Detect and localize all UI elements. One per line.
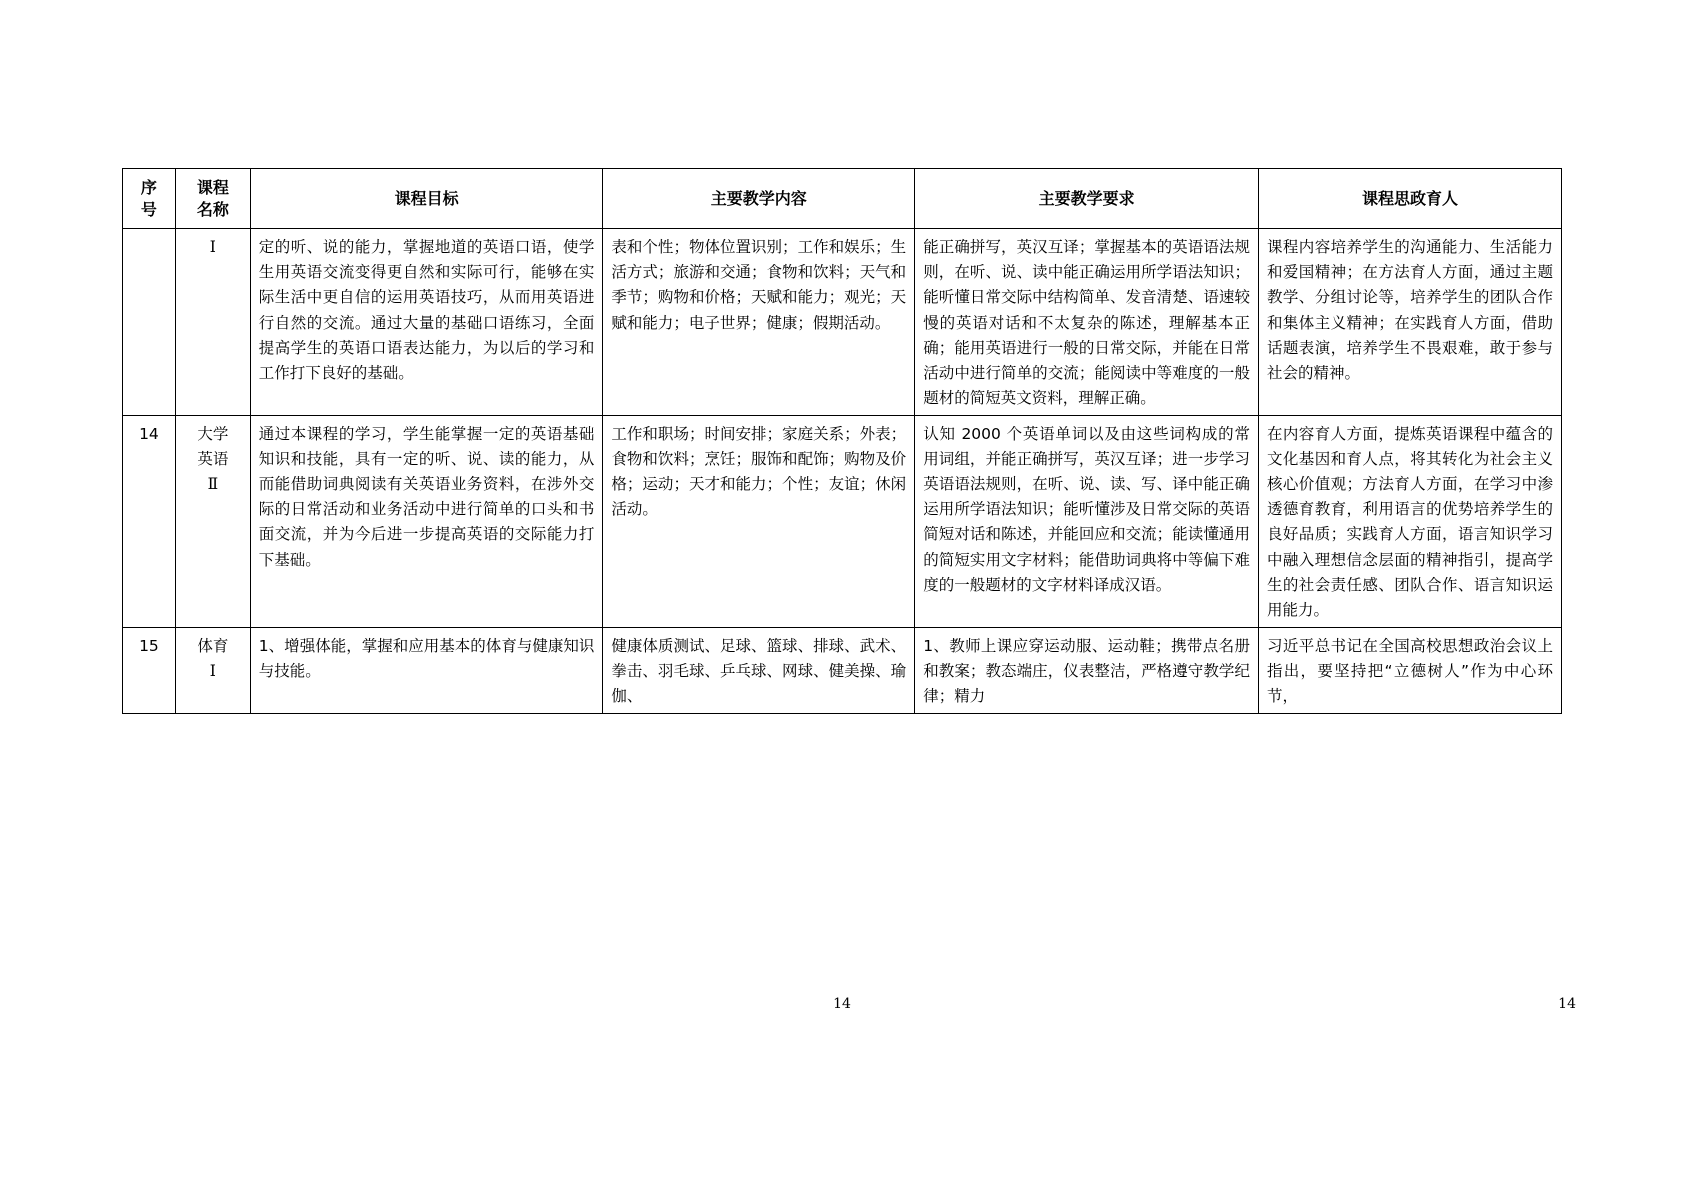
course-name-line: Ⅰ: [209, 661, 216, 680]
cell-sequence: [123, 229, 176, 416]
cell-sequence: 15: [123, 627, 176, 713]
cell-main-content: 表和个性；物体位置识别；工作和娱乐；生活方式；旅游和交通；食物和饮料；天气和季节；购物和价格；天赋和能力；观光；天赋和能力；电子世界；健康；假期活动。: [603, 229, 915, 416]
cell-main-requirements: 能正确拼写，英汉互译；掌握基本的英语语法规则，在听、说、读中能正确运用所学语法知识；能听懂日常交际中结构简单、发音清楚、语速较慢的英语对话和不太复杂的陈述，理解基本正确；能用英语进行一般的日常交际，并能在日常活动中进行简单的交流；能阅读中等难度的一般题材的简短英文资料，理解正确。: [915, 229, 1259, 416]
course-name-line: Ⅱ: [207, 475, 219, 494]
column-header-sequence-line1: 序: [140, 178, 157, 197]
course-name-line: 英语: [197, 450, 229, 469]
cell-course-name: [175, 627, 250, 713]
column-header-course-name-line2: 名称: [196, 199, 229, 219]
table-row: [123, 229, 1562, 416]
column-header-course-name-line1: 课程: [196, 178, 229, 197]
table-row: [123, 627, 1562, 713]
cell-course-goal: 1、增强体能，掌握和应用基本的体育与健康知识与技能。: [250, 627, 603, 713]
column-header-course-name: [175, 169, 250, 229]
cell-sequence: 14: [123, 415, 176, 627]
cell-ideological-education: 课程内容培养学生的沟通能力、生活能力和爱国精神；在方法育人方面，通过主题教学、分组讨论等，培养学生的团队合作和集体主义精神；在实践育人方面，借助话题表演，培养学生不畏艰难，敢于参与社会的精神。: [1258, 229, 1561, 416]
cell-ideological-education: 在内容育人方面，提炼英语课程中蕴含的文化基因和育人点，将其转化为社会主义核心价值观；方法育人方面，在学习中渗透德育教育，利用语言的优势培养学生的良好品质；实践育人方面，语言知识学习中融入理想信念层面的精神指引，提高学生的社会责任感、团队合作、语言知识运用能力。: [1258, 415, 1561, 627]
cell-course-name: [175, 415, 250, 627]
curriculum-table: [122, 168, 1562, 714]
column-header-ideological-education: 课程思政育人: [1258, 169, 1561, 229]
cell-course-goal: 通过本课程的学习，学生能掌握一定的英语基础知识和技能，具有一定的听、说、读的能力，从而能借助词典阅读有关英语业务资料，在涉外交际的日常活动和业务活动中进行简单的口头和书面交流，并为今后进一步提高英语的交际能力打下基础。: [250, 415, 603, 627]
cell-main-requirements: 1、教师上课应穿运动服、运动鞋；携带点名册和教案；教态端庄，仪表整洁，严格遵守教学纪律；精力: [915, 627, 1259, 713]
cell-ideological-education: 习近平总书记在全国高校思想政治会议上指出，要坚持把“立德树人”作为中心环节，: [1258, 627, 1561, 713]
page-number-corner: 14: [1558, 996, 1576, 1012]
column-header-main-requirements: 主要教学要求: [915, 169, 1259, 229]
column-header-main-content: 主要教学内容: [603, 169, 915, 229]
cell-course-name: Ⅰ: [175, 229, 250, 416]
cell-main-content: 工作和职场；时间安排；家庭关系；外表；食物和饮料；烹饪；服饰和配饰；购物及价格；运动；天才和能力；个性；友谊；休闲活动。: [603, 415, 915, 627]
cell-main-content: 健康体质测试、足球、篮球、排球、武术、拳击、羽毛球、乒乓球、网球、健美操、瑜伽、: [603, 627, 915, 713]
column-header-course-goal: 课程目标: [250, 169, 603, 229]
column-header-sequence-line2: 号: [140, 199, 157, 219]
table-row: [123, 415, 1562, 627]
cell-course-goal: 定的听、说的能力，掌握地道的英语口语，使学生用英语交流变得更自然和实际可行，能够在实际生活中更自信的运用英语技巧，从而用英语进行自然的交流。通过大量的基础口语练习，全面提高学生的英语口语表达能力，为以后的学习和工作打下良好的基础。: [250, 229, 603, 416]
table-header-row: [123, 169, 1562, 229]
course-name-line: 体育: [197, 636, 229, 655]
column-header-sequence: [123, 169, 176, 229]
page-number-footer: 14: [833, 996, 851, 1012]
course-name-line: 大学: [197, 424, 229, 443]
cell-main-requirements: 认知 2000 个英语单词以及由这些词构成的常用词组，并能正确拼写，英汉互译；进一步学习英语语法规则，在听、说、读、写、译中能正确运用所学语法知识；能听懂涉及日常交际的英语简短对话和陈述，并能回应和交流；能读懂通用的简短实用文字材料；能借助词典将中等偏下难度的一般题材的文字材料译成汉语。: [915, 415, 1259, 627]
